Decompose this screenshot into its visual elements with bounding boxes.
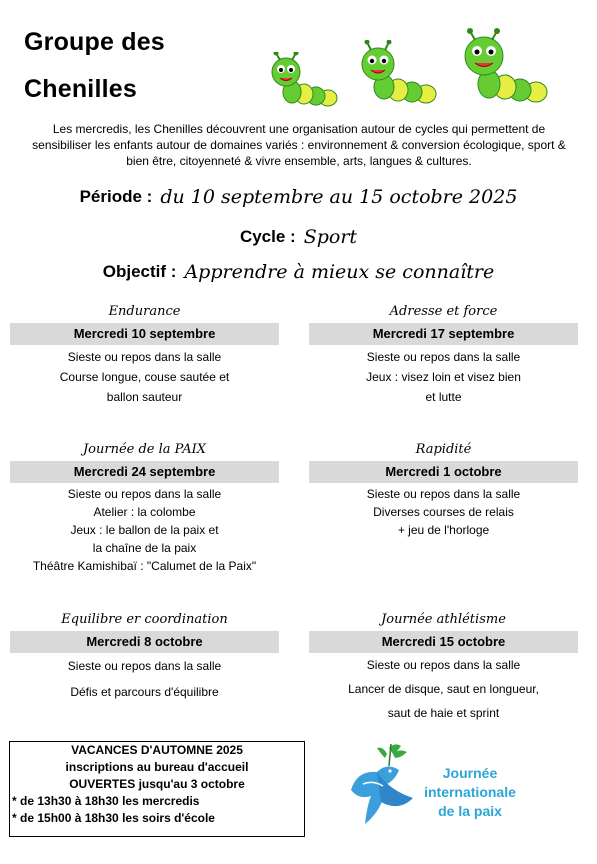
activity: Jeux : le ballon de la paix et: [70, 523, 219, 537]
vacances-title: VACANCES D'AUTOMNE 2025: [71, 743, 243, 757]
caterpillar-icon: [268, 52, 344, 110]
activity: Sieste ou repos dans la salle: [67, 659, 222, 673]
session-activities: [10, 653, 279, 705]
cycle-label: Cycle :: [239, 227, 296, 246]
activity: Sieste ou repos dans la salle: [366, 658, 521, 672]
journee-paix-line: Journée: [442, 765, 498, 781]
activity: Théâtre Kamishibaï : "Calumet de la Paix": [32, 559, 257, 573]
session-block: [10, 303, 279, 407]
caterpillar-icon: [460, 28, 552, 108]
session-theme: Rapidité: [415, 442, 472, 457]
session-activities: [10, 347, 279, 407]
activity: la chaîne de la paix: [92, 541, 197, 555]
journee-paix-line: de la paix: [438, 803, 502, 819]
intro-line: sensibiliser les enfants autour de domaines variés : environnement & conversion écologique, sport &: [32, 138, 566, 152]
session-theme: Journée athlétisme: [381, 612, 506, 627]
page-title-line2: Chenilles: [24, 75, 137, 103]
session-block: [10, 611, 279, 705]
intro-text: [6, 121, 592, 169]
session-block: [309, 303, 578, 407]
session-block: [10, 441, 279, 575]
intro-line: Les mercredis, les Chenilles découvrent une organisation autour de cycles qui permettent de: [52, 122, 546, 136]
session-date: Mercredi 15 octobre: [309, 631, 578, 653]
session-activities: [309, 485, 578, 539]
activity: Défis et parcours d'équilibre: [70, 685, 219, 699]
objectif-value: Apprendre à mieux se connaître: [184, 261, 495, 283]
session-date: Mercredi 17 septembre: [309, 323, 578, 345]
page-title-line1: Groupe des: [24, 28, 165, 56]
vacances-hours: * de 13h30 à 18h30 les mercredis: [12, 794, 200, 808]
intro-line: bien être, citoyenneté & vivre ensemble, arts, langues & cultures.: [126, 154, 472, 168]
session-activities: [309, 653, 578, 725]
session-date: Mercredi 10 septembre: [10, 323, 279, 345]
activity: Jeux : visez loin et visez bien: [366, 370, 521, 384]
activity: Sieste ou repos dans la salle: [366, 487, 521, 501]
session-date: Mercredi 24 septembre: [10, 461, 279, 483]
periode-label: Période :: [79, 187, 153, 206]
cycle-value: Sport: [303, 226, 358, 248]
periode-row: [0, 186, 597, 208]
activity: Sieste ou repos dans la salle: [67, 350, 222, 364]
session-activities: [309, 347, 578, 407]
session-activities: [10, 485, 279, 575]
vacances-box: [9, 741, 305, 837]
activity: Atelier : la colombe: [93, 505, 196, 519]
activity: saut de haie et sprint: [387, 706, 500, 720]
journee-paix-text: [420, 764, 520, 821]
session-block: [309, 611, 578, 725]
peace-dove-icon: [343, 740, 423, 836]
vacances-line: OUVERTES jusqu'au 3 octobre: [69, 777, 245, 791]
vacances-hours: * de 15h00 à 18h30 les soirs d'école: [12, 811, 215, 825]
activity: + jeu de l'horloge: [397, 523, 490, 537]
session-theme: Endurance: [108, 304, 181, 319]
caterpillar-icon: [358, 40, 440, 108]
vacances-line: inscriptions au bureau d'accueil: [65, 760, 249, 774]
activity: et lutte: [425, 390, 462, 404]
activity: Course longue, couse sautée et: [59, 370, 230, 384]
journee-paix-line: internationale: [424, 784, 516, 800]
periode-value: du 10 septembre au 15 octobre 2025: [160, 186, 518, 208]
session-date: Mercredi 1 octobre: [309, 461, 578, 483]
activity: ballon sauteur: [106, 390, 183, 404]
session-theme: Journée de la PAIX: [82, 442, 207, 457]
session-theme: Equilibre er coordination: [61, 612, 228, 627]
objectif-row: [0, 261, 597, 283]
activity: Sieste ou repos dans la salle: [67, 487, 222, 501]
session-date: Mercredi 8 octobre: [10, 631, 279, 653]
session-theme: Adresse et force: [389, 304, 498, 319]
activity: Diverses courses de relais: [373, 505, 514, 519]
cycle-row: [0, 226, 597, 248]
activity: Sieste ou repos dans la salle: [366, 350, 521, 364]
activity: Lancer de disque, saut en longueur,: [348, 682, 539, 696]
objectif-label: Objectif :: [102, 262, 177, 281]
session-block: [309, 441, 578, 539]
